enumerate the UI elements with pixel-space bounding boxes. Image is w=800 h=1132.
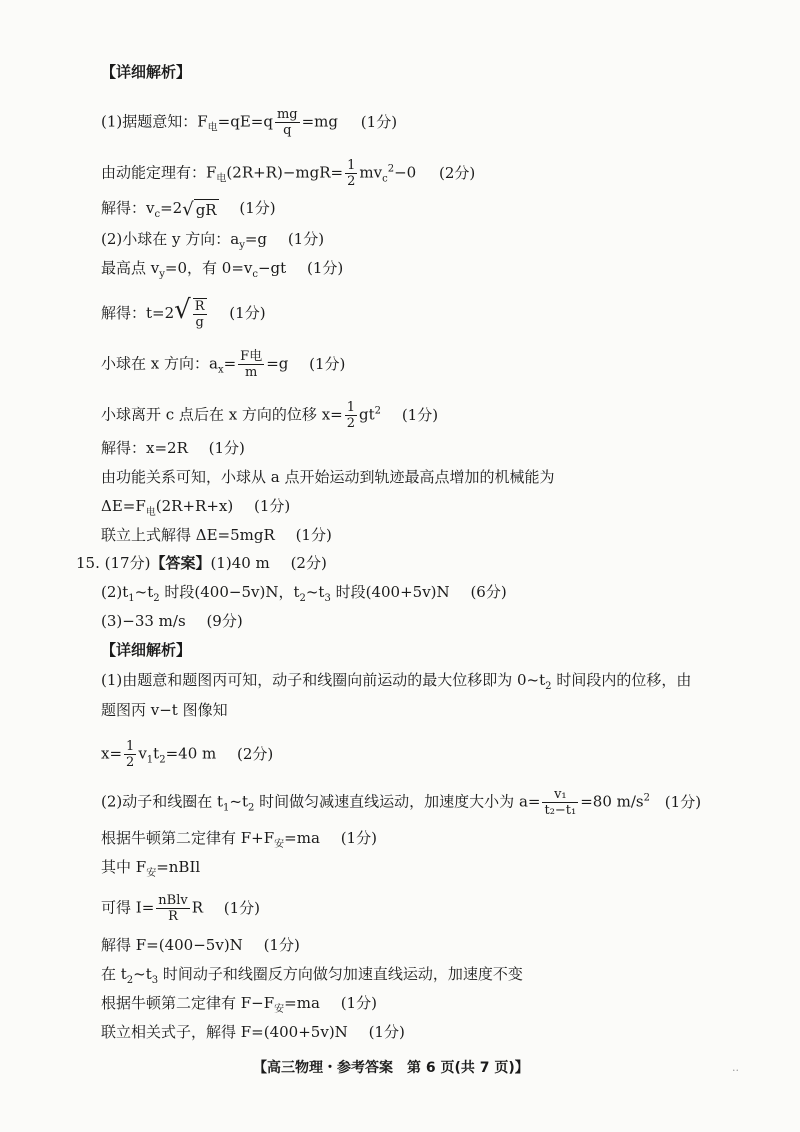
- page-footer: 【高三物理・参考答案 第 6 页(共 7 页)】: [253, 1060, 529, 1076]
- subscript: c: [382, 173, 388, 185]
- text: 由功能关系可知，小球从 a 点开始运动到轨迹最高点增加的机械能为: [101, 468, 555, 486]
- text: 根据牛顿第二定律有 F+F: [101, 829, 275, 847]
- question-number: 15.: [76, 554, 100, 572]
- denominator: 2: [126, 755, 135, 770]
- score-label: (9分): [206, 612, 243, 630]
- text: 可得 I=: [101, 898, 155, 917]
- solution-line-12: [101, 525, 332, 545]
- subscript: 电: [207, 122, 218, 134]
- analysis-line-4: [101, 787, 701, 819]
- solution-line-7: [101, 349, 345, 381]
- text: (2)动子和线圈在 t: [101, 792, 224, 811]
- text: (1)40 m: [210, 554, 270, 572]
- text: 小球离开 c 点后在 x 方向的位移 x=: [101, 405, 343, 424]
- subscript: 电: [145, 507, 156, 518]
- text: 时间段内的位移，由: [551, 671, 692, 689]
- text: −0: [394, 163, 417, 182]
- analysis-line-7: [101, 893, 260, 924]
- text: 联立上式解得 ΔE=5mgR: [101, 526, 275, 544]
- score-label: (6分): [470, 583, 507, 601]
- score-label: (1分): [340, 829, 377, 847]
- fraction: [156, 893, 189, 924]
- text: (17分): [104, 554, 151, 572]
- score-label: (1分): [253, 497, 291, 515]
- score-label: (1分): [223, 898, 261, 917]
- solution-line-3: [101, 198, 276, 225]
- analysis-line-8: [101, 935, 300, 955]
- subscript: 安: [274, 839, 285, 850]
- section-heading-2: 【详细解析】: [101, 641, 192, 659]
- text: t: [153, 744, 160, 763]
- fraction: [193, 298, 207, 330]
- text: (3)−33 m/s: [101, 612, 186, 630]
- solution-line-11: [101, 496, 290, 523]
- text: 题图丙 v−t 图像知: [101, 701, 228, 719]
- score-label: (1分): [368, 1023, 405, 1041]
- radical-icon: √: [174, 295, 191, 325]
- numerator: F电: [240, 349, 263, 364]
- radicand: gR: [195, 200, 217, 219]
- subscript: 3: [324, 593, 331, 604]
- text: x=: [101, 744, 123, 763]
- score-label: (2分): [290, 554, 327, 572]
- text: (1)据题意知：F: [101, 112, 208, 131]
- text: ~t: [134, 583, 154, 601]
- radical-icon: √: [182, 198, 194, 220]
- text: =mg: [301, 112, 339, 131]
- subscript: 1: [146, 754, 154, 766]
- text: mv: [359, 163, 383, 182]
- square-root: [174, 295, 208, 330]
- analysis-line-11: [101, 1022, 405, 1042]
- text: 在 t: [101, 965, 127, 983]
- text: 根据牛顿第二定律有 F−F: [101, 994, 275, 1012]
- denominator: t₂−t₁: [544, 803, 577, 818]
- numerator: R: [194, 299, 205, 314]
- analysis-line-2: [101, 700, 228, 720]
- score-label: (2分): [438, 163, 476, 182]
- text: v: [138, 744, 147, 763]
- text: =g: [266, 354, 289, 373]
- text: 时间动子和线圈反方向做匀加速直线运动，加速度不变: [158, 965, 523, 983]
- text: (2)t: [101, 583, 129, 601]
- subscript: 安: [274, 1004, 285, 1015]
- text: =2: [160, 199, 183, 217]
- text: 解得：v: [101, 199, 155, 217]
- text: =ma: [284, 829, 320, 847]
- score-label: (1分): [239, 199, 276, 217]
- fraction: [238, 349, 264, 380]
- subscript: 2: [545, 681, 552, 692]
- text: ~t: [229, 792, 249, 811]
- text: 小球在 x 方向：a: [101, 354, 218, 373]
- subscript: 2: [159, 754, 166, 766]
- text: R: [191, 898, 203, 917]
- subscript: 2: [126, 975, 134, 986]
- text: ~t: [133, 965, 152, 983]
- score-label: (1分): [360, 112, 398, 131]
- score-label: (1分): [229, 304, 266, 322]
- analysis-line-1: [101, 670, 691, 697]
- score-label: (1分): [306, 259, 344, 277]
- denominator: R: [156, 908, 189, 924]
- text: (1)由题意和题图丙可知，动子和线圈向前运动的最大位移即为 0~t: [101, 671, 546, 689]
- text: =ma: [284, 994, 320, 1012]
- text: 时间做匀减速直线运动，加速度大小为 a=: [254, 792, 541, 811]
- superscript: 2: [387, 163, 395, 175]
- text: gt: [359, 405, 375, 424]
- denominator: 2: [347, 174, 356, 189]
- numerator: 1: [347, 158, 356, 173]
- text: ~t: [305, 583, 325, 601]
- score-label: (1分): [263, 936, 300, 954]
- subscript: x: [217, 364, 224, 376]
- fraction: [275, 107, 300, 138]
- fraction: [345, 158, 357, 189]
- subscript: c: [252, 269, 258, 280]
- numerator: mg: [276, 107, 298, 122]
- analysis-line-10: [101, 993, 377, 1020]
- text: =0，有 0=v: [164, 259, 253, 277]
- score-label: (1分): [208, 439, 245, 457]
- denominator: g: [193, 314, 207, 330]
- square-root: [182, 199, 218, 220]
- text: 时段(400−5v)N，t: [159, 583, 300, 601]
- score-label: (1分): [309, 354, 346, 373]
- question-15-answer-2: [101, 582, 507, 609]
- solution-line-10: [101, 467, 554, 487]
- subscript: 电: [216, 173, 227, 185]
- text: (2R+R+x): [155, 497, 234, 515]
- numerator: nBlv: [158, 893, 188, 908]
- fraction: [124, 739, 136, 770]
- analysis-line-5: [101, 828, 377, 855]
- score-label: (1分): [340, 994, 377, 1012]
- subscript: 2: [299, 593, 306, 604]
- fraction: [345, 400, 357, 431]
- analysis-line-9: [101, 964, 523, 991]
- text: 最高点 v: [101, 259, 160, 277]
- subscript: 安: [146, 868, 157, 879]
- text: =nBIl: [156, 858, 201, 876]
- analysis-line-6: [101, 857, 200, 884]
- solution-line-6: [101, 295, 266, 330]
- superscript: 2: [643, 792, 651, 804]
- question-15-answer: [76, 553, 327, 573]
- solution-line-1: [101, 107, 397, 139]
- solution-line-8: [101, 400, 438, 431]
- solution-line-4: [101, 229, 324, 256]
- subscript: 2: [153, 593, 160, 604]
- text: 解得 F=(400−5v)N: [101, 936, 243, 954]
- denominator: m: [238, 364, 264, 380]
- text: (2R+R)−mgR=: [226, 163, 344, 182]
- text: =g: [244, 230, 268, 248]
- score-label: (1分): [401, 405, 439, 424]
- subscript: 1: [223, 802, 230, 814]
- section-heading: 【详细解析】: [101, 63, 192, 81]
- answer-label: 【答案】: [150, 554, 211, 572]
- solution-line-5: [101, 258, 343, 285]
- text: ΔE=F: [101, 497, 146, 515]
- numerator: 1: [126, 739, 135, 754]
- numerator: v₁: [554, 787, 567, 802]
- score-label: (1分): [664, 792, 702, 811]
- score-label: (1分): [295, 526, 332, 544]
- score-label: (1分): [287, 230, 325, 248]
- subscript: y: [239, 240, 245, 251]
- solution-line-2: [101, 158, 475, 190]
- denominator: 2: [346, 416, 356, 431]
- numerator: 1: [346, 400, 356, 415]
- question-15-answer-3: [101, 611, 243, 631]
- text: =qE=q: [217, 112, 273, 131]
- score-label: (2分): [237, 744, 274, 763]
- text: 由动能定理有：F: [101, 163, 217, 182]
- subscript: 3: [151, 975, 159, 986]
- footer-dots: ..: [732, 1061, 739, 1074]
- text: 其中 F: [101, 858, 147, 876]
- analysis-line-3: [101, 739, 273, 771]
- subscript: 1: [128, 593, 135, 604]
- subscript: c: [154, 209, 161, 220]
- text: 解得：x=2R: [101, 439, 188, 457]
- text: =80 m/s: [580, 792, 644, 811]
- text: 联立相关式子，解得 F=(400+5v)N: [101, 1023, 348, 1041]
- text: −gt: [257, 259, 287, 277]
- text: =: [223, 354, 237, 373]
- subscript: 2: [248, 802, 255, 814]
- text: 解得：t=2: [101, 304, 175, 322]
- text: =40 m: [165, 744, 217, 763]
- text: 时段(400+5v)N: [330, 583, 450, 601]
- superscript: 2: [374, 405, 382, 417]
- text: (2)小球在 y 方向：a: [101, 230, 240, 248]
- subscript: y: [159, 269, 165, 280]
- fraction: [542, 787, 578, 818]
- solution-line-9: [101, 438, 245, 458]
- denominator: q: [275, 122, 300, 138]
